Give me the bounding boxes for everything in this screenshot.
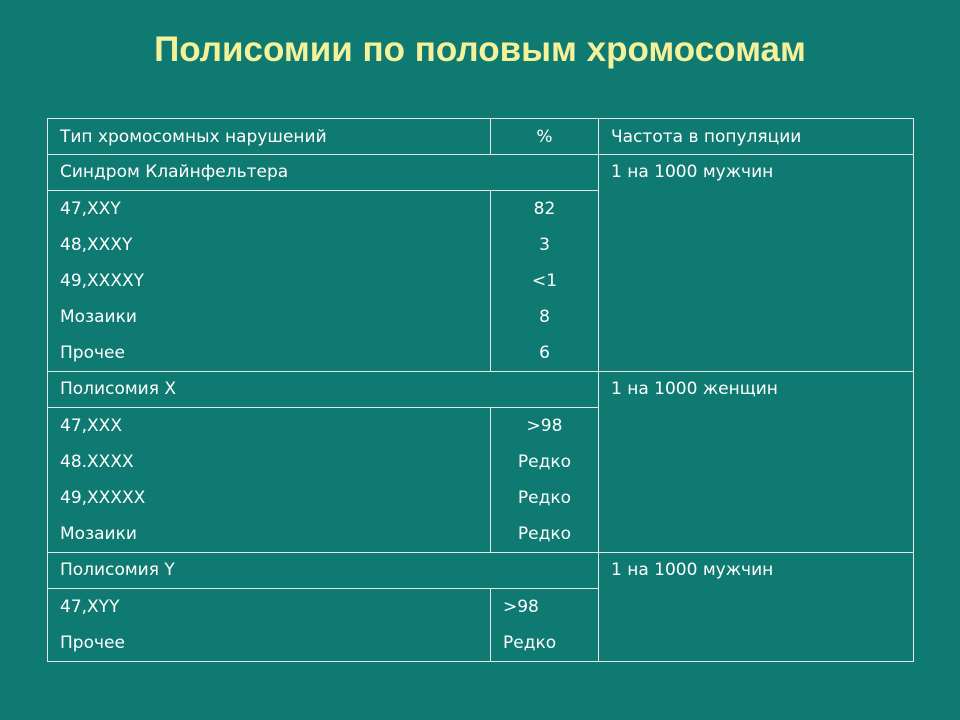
group-name: Полисомия Х	[48, 372, 599, 408]
percent-value: Редко	[517, 524, 572, 544]
percent-value: 82	[533, 199, 556, 219]
group-frequency: 1 на 1000 мужчин	[599, 155, 914, 372]
group-frequency: 1 на 1000 мужчин	[599, 553, 914, 662]
karyotype-item: 48,XXXY	[60, 235, 133, 255]
group-name: Полисомия Y	[48, 553, 599, 589]
karyotype-list	[48, 191, 491, 372]
percent-value: 8	[539, 307, 550, 327]
karyotype-item: 47,XYY	[60, 597, 120, 617]
percent-value: Редко	[503, 633, 557, 653]
percent-value: >98	[526, 416, 563, 436]
percent-list	[491, 408, 599, 553]
karyotype-item: 47,XXY	[60, 199, 121, 219]
group-row-polysomy-y	[48, 553, 914, 589]
group-frequency: 1 на 1000 женщин	[599, 372, 914, 553]
percent-value: 3	[539, 235, 550, 255]
karyotype-item: 49,XXXXX	[60, 488, 146, 508]
header-percent: %	[491, 119, 599, 155]
karyotype-item: Прочее	[60, 343, 125, 363]
table-header-row	[48, 119, 914, 155]
group-row-klinefelter	[48, 155, 914, 191]
percent-value: >98	[503, 597, 539, 617]
karyotype-item: Мозаики	[60, 307, 137, 327]
percent-list	[491, 191, 599, 372]
karyotype-item: 47,XXX	[60, 416, 122, 436]
header-type: Тип хромосомных нарушений	[48, 119, 491, 155]
percent-list	[491, 589, 599, 662]
karyotype-item: 48.XXXX	[60, 452, 134, 472]
karyotype-item: Мозаики	[60, 524, 137, 544]
slide-title: Полисомии по половым хромосомам	[154, 30, 806, 69]
percent-value: Редко	[517, 452, 572, 472]
percent-value: 6	[539, 343, 550, 363]
karyotype-item: 49,XXXXY	[60, 271, 145, 291]
polysomy-table	[47, 118, 914, 662]
karyotype-item: Прочее	[60, 633, 125, 653]
percent-value: <1	[531, 271, 558, 291]
header-frequency: Частота в популяции	[599, 119, 914, 155]
group-name: Синдром Клайнфельтера	[48, 155, 599, 191]
karyotype-list	[48, 408, 491, 553]
group-row-polysomy-x	[48, 372, 914, 408]
percent-value: Редко	[517, 488, 572, 508]
karyotype-list	[48, 589, 491, 662]
